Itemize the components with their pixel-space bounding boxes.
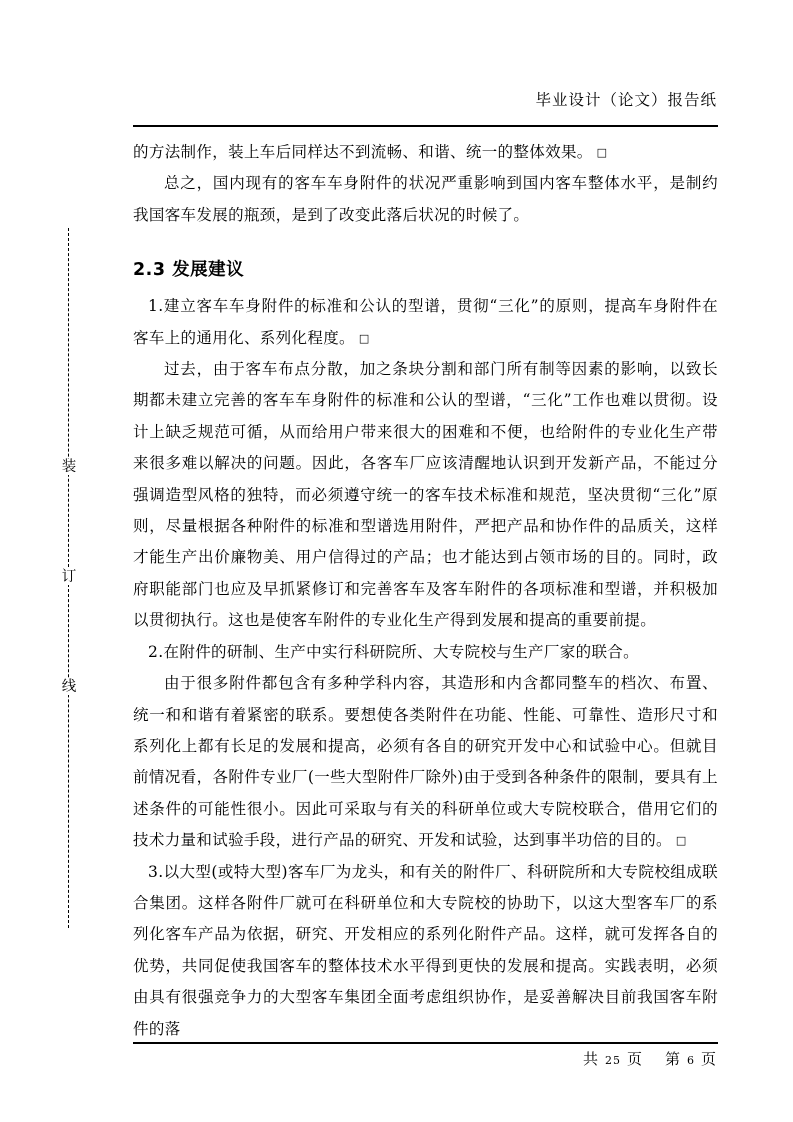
- footer-total-pages: 25: [604, 1054, 621, 1067]
- footer-current-unit: 页: [700, 1050, 717, 1068]
- paragraph: 过去，由于客车布点分散，加之条块分割和部门所有制等因素的影响，以致长期都未建立完善的客车车身附件的标准和公认的型谱，“三化”工作也难以贯彻。设计上缺乏规范可循，从而给用户带来很大的困难和不便，也给附件的专业化生产带来很多难以解决的问题。因此，各客车厂应该清醒地认识到开发新产品，不能过分强调造型风格的独特，而必须遵守统一的客车技术标准和规范，坚决贯彻“三化”原则，尽量根据各种附件的标准和型谱选用附件，严把产品和协作件的品质关，这样才能生产出价廉物美、用户信得过的产品；也才能达到占领市场的目的。同时，政府职能部门也应及早抓紧修订和完善客车及客车附件的各项标准和型谱，并积极加以贯彻执行。这也是使客车附件的专业化生产得到发展和提高的重要前提。: [133, 360, 718, 630]
- list-item: 2.在附件的研制、生产中实行科研院所、大专院校与生产厂家的联合。: [148, 642, 639, 661]
- binding-char-xian: 线: [61, 679, 77, 695]
- footer-current-page: 6: [686, 1054, 695, 1067]
- list-item: [133, 291, 718, 354]
- page-body: [133, 137, 718, 1045]
- footer-page-unit: 页: [626, 1050, 643, 1068]
- paragraph: 总之，国内现有的客车车身附件的状况严重影响到国内客车整体水平，是制约我国客车发展的瓶颈，是到了改变此落后状况的时候了。: [133, 174, 718, 224]
- binding-char-zhuang: 装: [61, 459, 77, 475]
- paragraph-text: 的方法制作，装上车后同样达不到流畅、和谐、统一的整体效果。: [133, 143, 593, 161]
- page-header-title: 毕业设计（论文）报告纸: [535, 91, 717, 109]
- page-footer: [583, 1048, 717, 1069]
- section-heading: 2.3 发展建议: [133, 260, 245, 281]
- paragraph-mark-icon: □: [596, 146, 608, 159]
- footer-current-label: 第: [664, 1050, 681, 1068]
- paragraph-mark-icon: □: [358, 331, 370, 345]
- paragraph: [133, 668, 718, 856]
- list-item-text: 1.建立客车车身附件的标准和公认的型谱，贯彻“三化”的原则，提高车身附件在客车上的通用化、系列化程度。: [133, 297, 718, 347]
- paragraph-text: 由于很多附件都包含有多种学科内容，其造形和内含都同整车的档次、布置、统一和和谐有着紧密的联系。要想使各类附件在功能、性能、可靠性、造形尺寸和系列化上都有长足的发展和提高，必须有各自的研究开发中心和试验中心。但就目前情况看，各附件专业厂(一些大型附件厂除外)由于受到各种条件的限制，要具有上述条件的可能性很小。因此可采取与有关的科研单位或大专院校联合，借用它们的技术力量和试验手段，进行产品的研究、开发和试验，达到事半功倍的目的。: [133, 674, 718, 850]
- paragraph: [133, 137, 718, 168]
- footer-total-label: 共: [582, 1050, 599, 1068]
- paragraph-mark-icon: □: [675, 834, 687, 848]
- binding-char-ding: 订: [61, 569, 77, 585]
- header-rule: [133, 125, 718, 127]
- footer-rule: [133, 1042, 718, 1044]
- list-item: 3.以大型(或特大型)客车厂为龙头，和有关的附件厂、科研院所和大专院校组成联合集团。这样各附件厂就可在科研单位和大专院校的协助下，以这大型客车厂的系列化客车产品为依据，研究、开发相应的系列化附件产品。这样，就可发挥各自的优势，共同促使我国客车的整体技术水平得到更快的发展和提高。实践表明，必须由具有很强竞争力的大型客车集团全面考虑组织协作，是妥善解决目前我国客车附件的落: [133, 862, 718, 1038]
